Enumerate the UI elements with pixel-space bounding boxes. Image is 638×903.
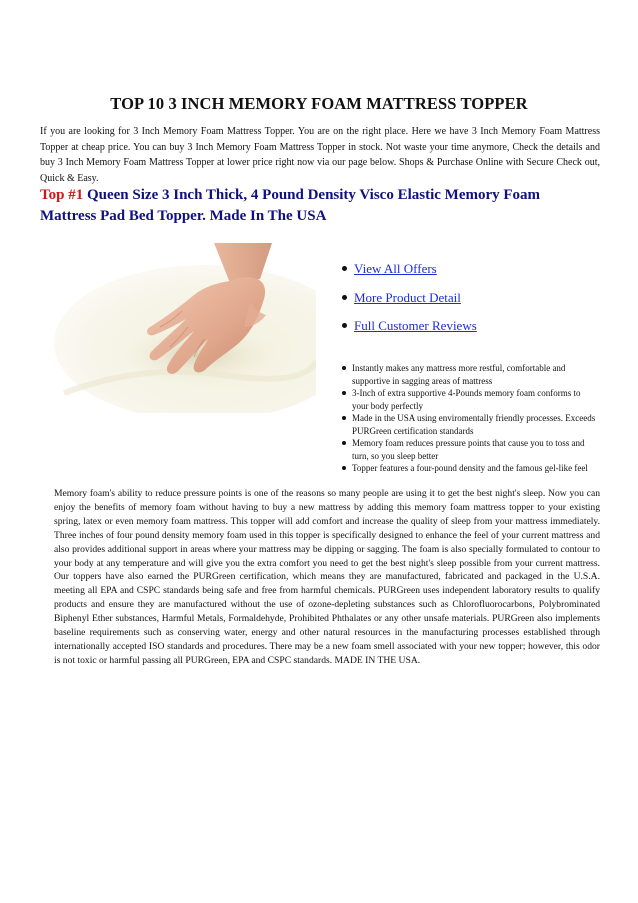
view-all-offers-link[interactable]: View All Offers bbox=[354, 261, 437, 276]
feature-item: Instantly makes any mattress more restful, comfortable and supportive in sagging areas of mattress bbox=[342, 362, 597, 387]
memory-foam-hand-illustration bbox=[54, 243, 316, 413]
product-title: Queen Size 3 Inch Thick, 4 Pound Density Visco Elastic Memory Foam Mattress Pad Bed Topper. Made In The USA bbox=[40, 187, 541, 224]
list-item bbox=[342, 260, 602, 289]
more-product-detail-link[interactable]: More Product Detail bbox=[354, 289, 461, 305]
intro-paragraph: If you are looking for 3 Inch Memory Foam Mattress Topper. You are on the right place. Here we have 3 Inch Memory Foam Mattress Topper at cheap price. You can buy 3 Inch Memory Foam Mattress Topper in stock. Not waste your time anymore, Check the details and buy 3 Inch Memory Foam Mattress Topper at lower price right now via our page below. Shops & Purchase Online with Secure Check out, Quick & Easy. bbox=[40, 126, 600, 184]
product-links bbox=[342, 260, 602, 346]
feature-item: Made in the USA using enviromentally friendly processes. Exceeds PURGreen certification standards bbox=[342, 412, 597, 437]
product-description: Memory foam's ability to reduce pressure points is one of the reasons so many people are using it to get the best night's sleep. Now you can enjoy the benefits of memory foam without having to buy a new mattress by adding this memory foam mattress topper to your existing spring, latex or even memory foam mattress. This topper will add comfort and increase the quality of sleep from your mattress immediately. Three inches of four pound density memory foam used in this topper is specifically designed to enhance the feel of your current mattress and also provides additional support in areas where your mattress may be dipping or sagging. The foam is also specially formulated to contour to your body at any temperature and will give you the extra comfort you need to get the best night's sleep possible from your current mattress. Our toppers have also earned the PURGreen certification, which means they are manufactured, fabricated and packaged in the U.S.A. meeting all EPA and CSPC standards being safe and free from harmful chemicals. PURGreen uses independent laboratory results to qualify products and ensure they are manufactured without the use of ozone-depleting substances such as Chlorofluorocarbons, Polybrominated Biphenyl Ether substances, Harmful Metals, Formaldehyde, Prohibited Phthalates or any other unsafe materials. PURGreen also implements baseline requirements such as conserving water, energy and other natural resources in the manufacturing processes established through internationally accepted ISO standards and procedures. There may be a new foam smell associated with your new topper; however, this odor is not toxic or harmful passing all PURGreen, EPA and CSPC standards. MADE IN THE USA. bbox=[54, 488, 600, 666]
feature-item: Topper features a four-pound density and the famous gel-like feel bbox=[342, 462, 597, 475]
feature-item: Memory foam reduces pressure points that cause you to toss and turn, so you sleep better bbox=[342, 437, 597, 462]
list-item bbox=[342, 289, 602, 318]
list-item bbox=[342, 317, 602, 346]
product-heading bbox=[40, 185, 600, 227]
product-rank-label: Top #1 bbox=[40, 187, 84, 203]
product-image bbox=[54, 243, 316, 413]
feature-list bbox=[342, 362, 597, 475]
full-customer-reviews-link[interactable]: Full Customer Reviews bbox=[354, 318, 477, 333]
feature-item: 3-Inch of extra supportive 4-Pounds memory foam conforms to your body perfectly bbox=[342, 387, 597, 412]
page-title: TOP 10 3 INCH MEMORY FOAM MATTRESS TOPPER bbox=[110, 94, 528, 113]
